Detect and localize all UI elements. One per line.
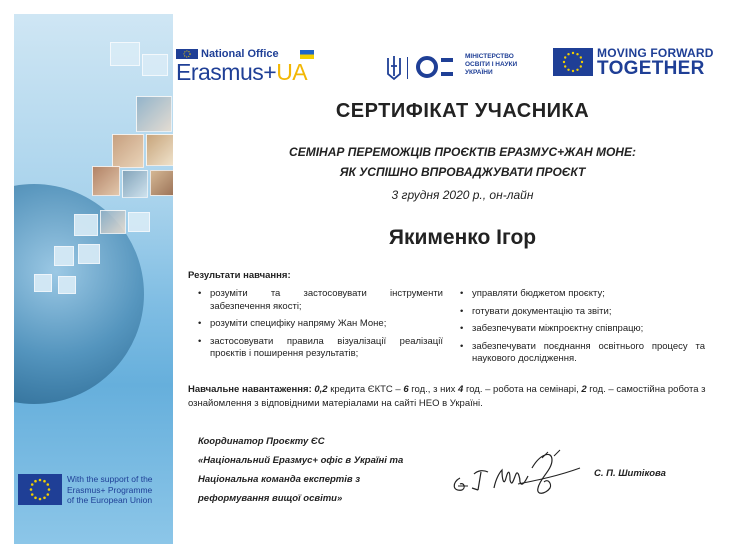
eu-support-line1: With the support of the bbox=[67, 474, 153, 484]
workload-text1: кредита ЄКТС – bbox=[330, 384, 401, 395]
list-item: • забезпечувати міжпроєктну співпрацю; bbox=[460, 323, 705, 336]
workload-seminar-hours: 4 bbox=[458, 384, 464, 395]
list-item: • розуміти специфіку напряму Жан Моне; bbox=[198, 318, 443, 331]
ministry-text bbox=[465, 53, 517, 77]
seminar-title bbox=[185, 142, 740, 182]
photo-tile bbox=[100, 210, 126, 234]
photo-tile bbox=[136, 96, 172, 132]
list-item: • застосовувати правила візуалізації реалізації проєктів і поширення результатів; bbox=[198, 336, 443, 361]
ministry-line3: УКРАЇНИ bbox=[465, 69, 493, 76]
list-item: • забезпечувати поєднання освітнього процесу та наукового дослідження. bbox=[460, 341, 705, 366]
seminar-line2: ЯК УСПІШНО ВПРОВАДЖУВАТИ ПРОЄКТ bbox=[339, 165, 586, 179]
photo-tile bbox=[146, 134, 173, 166]
list-item: • розуміти та застосовувати інструменти забезпечення якості; bbox=[198, 288, 443, 313]
workload-label: Навчальне навантаження: bbox=[188, 384, 312, 395]
list-item: • управляти бюджетом проєкту; bbox=[460, 288, 705, 301]
participant-name: Якименко Ігор bbox=[388, 226, 537, 249]
results-list-left bbox=[198, 288, 443, 366]
eu-stars bbox=[30, 479, 51, 501]
photo-tile bbox=[112, 134, 144, 168]
erasmus-ua: UA bbox=[276, 59, 308, 85]
workload-hours: 6 bbox=[403, 384, 409, 395]
eu-mini-flag-icon bbox=[176, 49, 198, 59]
photo-tile bbox=[142, 54, 168, 76]
eu-flag-icon bbox=[553, 48, 593, 76]
eu-support-line2: Erasmus+ Programme bbox=[67, 484, 153, 495]
together-text: TOGETHER bbox=[597, 58, 705, 79]
workload-text3: год. – робота на семінарі, bbox=[465, 384, 579, 395]
seminar-line1: СЕМІНАР ПЕРЕМОЖЦІВ ПРОЄКТІВ ЕРАЗМУС+ЖАН МОНЕ: bbox=[289, 145, 636, 159]
workload-text4: год. – самостійна робота з ознайомлення з відповідними матеріалами на сайті НЕО в Україні. bbox=[188, 384, 706, 409]
coordinator-line2: «Національний Еразмус+ офіс в Україні та bbox=[198, 455, 404, 466]
coordinator-line1: Координатор Проєкту ЄС bbox=[198, 436, 325, 447]
photo-tile bbox=[122, 170, 148, 198]
coordinator-line4: реформування вищої освіти» bbox=[198, 493, 343, 504]
photo-tile bbox=[58, 276, 76, 294]
ukraine-flag-icon bbox=[300, 50, 314, 59]
moving-forward-together-logo bbox=[553, 46, 718, 78]
trident-mon-icon bbox=[385, 52, 461, 82]
photo-tile bbox=[54, 246, 74, 266]
list-item: • готувати документацію та звіти; bbox=[460, 306, 705, 319]
workload-self-hours: 2 bbox=[581, 384, 587, 395]
national-office-label: National Office bbox=[201, 48, 279, 60]
event-date: 3 грудня 2020 р., он-лайн bbox=[391, 188, 534, 202]
erasmus-wordmark bbox=[176, 59, 307, 86]
photo-tile bbox=[78, 244, 100, 264]
photo-tile bbox=[74, 214, 98, 236]
workload-text2: год., з них bbox=[411, 384, 456, 395]
ministry-line1: МІНІСТЕРСТВО bbox=[465, 53, 514, 60]
results-list-right bbox=[460, 288, 705, 371]
coordinator-line3: Національна команда експертів з bbox=[198, 474, 361, 485]
handwritten-signature bbox=[448, 448, 588, 500]
photo-tile bbox=[92, 166, 120, 196]
workload-paragraph bbox=[188, 383, 713, 410]
eu-flag-icon bbox=[18, 474, 62, 505]
photo-tile bbox=[110, 42, 140, 66]
photo-tile bbox=[128, 212, 150, 232]
ministry-logo bbox=[385, 52, 525, 82]
results-heading: Результати навчання: bbox=[188, 270, 291, 281]
certificate-title: СЕРТИФІКАТ УЧАСНИКА bbox=[335, 100, 590, 122]
coordinator-block bbox=[198, 432, 448, 508]
decorative-photo-band bbox=[14, 14, 173, 544]
photo-tile bbox=[150, 170, 173, 196]
photo-tile bbox=[34, 274, 52, 292]
workload-credits: 0,2 bbox=[314, 384, 328, 395]
eu-support-text bbox=[67, 474, 153, 506]
signer-name: С. П. Шитікова bbox=[594, 468, 666, 479]
ministry-line2: ОСВІТИ І НАУКИ bbox=[465, 61, 518, 68]
erasmus-ua-logo bbox=[176, 48, 346, 84]
erasmus-brand: Erasmus+ bbox=[176, 59, 277, 85]
eu-support-block bbox=[18, 474, 172, 510]
moving-forward-text: MOVING FORWARD bbox=[597, 46, 714, 60]
eu-support-line3: of the European Union bbox=[67, 495, 153, 505]
